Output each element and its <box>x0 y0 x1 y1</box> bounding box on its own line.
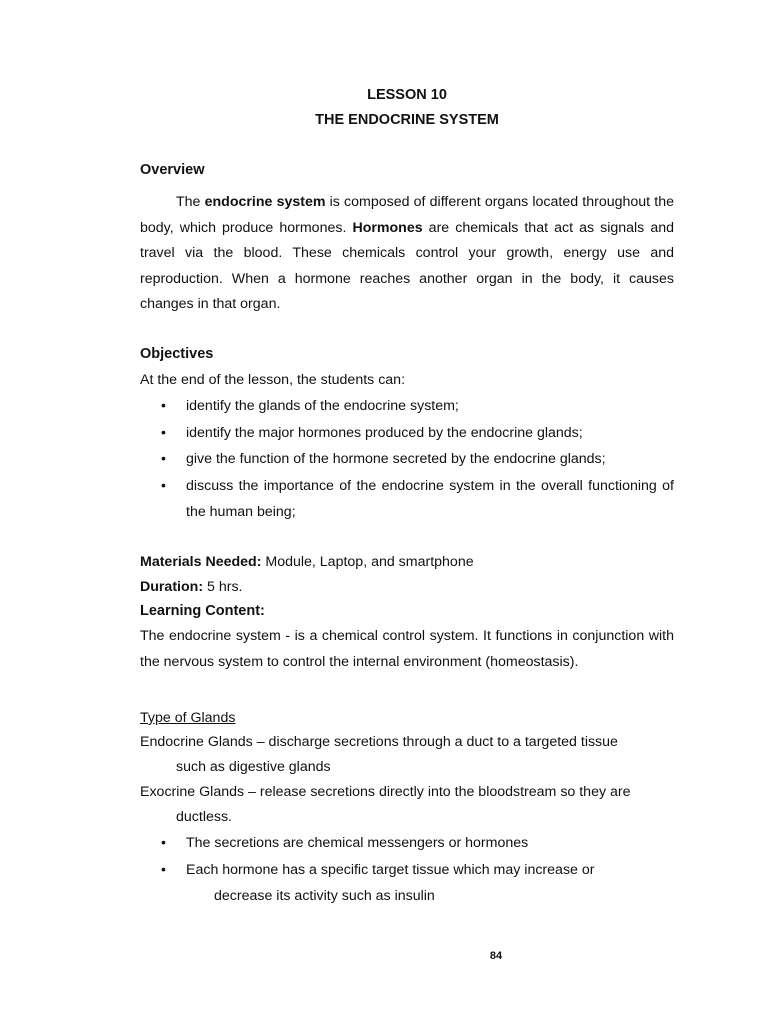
materials-line <box>140 552 474 572</box>
learning-content-paragraph: The endocrine system - is a chemical control system. It functions in conjunction with the nervous system to control the internal environment (homeostasis). <box>140 628 674 670</box>
list-item <box>140 473 674 526</box>
overview-intro: The <box>176 194 201 210</box>
bullet-icon: • <box>161 398 166 414</box>
duration-value: 5 hrs. <box>203 579 243 595</box>
materials-value: Module, Laptop, and smartphone <box>261 554 474 570</box>
endocrine-glands-definition <box>140 730 680 780</box>
exocrine-line-1: Exocrine Glands – release secretions directly into the bloodstream so they are <box>140 784 631 800</box>
duration-label: Duration: <box>140 579 204 595</box>
overview-paragraph <box>140 190 674 318</box>
objective-text: identify the glands of the endocrine system; <box>186 398 459 414</box>
page-number: 84 <box>489 950 503 962</box>
overview-text-2: are chemicals that act as signals and travel via the blood. These chemicals control your growth, energy use and reproduction. When a hormone reaches another organ in the body, it causes changes in that organ. <box>140 219 674 312</box>
bullet-icon: • <box>161 451 166 467</box>
list-item <box>140 393 674 420</box>
list-item <box>140 830 674 857</box>
glands-list <box>140 830 674 883</box>
endocrine-line-2: such as digestive glands <box>176 759 331 775</box>
exocrine-line-2: ductless. <box>176 809 232 825</box>
duration-line <box>140 577 243 597</box>
gland-bullet-text: Each hormone has a specific target tissue which may increase or <box>186 861 595 878</box>
endocrine-line-1: Endocrine Glands – discharge secretions through a duct to a targeted tissue <box>140 734 618 750</box>
objective-text: discuss the importance of the endocrine system in the overall functioning of the human being; <box>186 477 674 520</box>
term-endocrine-system: endocrine system <box>204 194 326 210</box>
objective-text: identify the major hormones produced by the endocrine glands; <box>186 424 583 441</box>
list-item <box>140 857 674 884</box>
bullet-icon: • <box>161 424 166 441</box>
gland-bullet-text: The secretions are chemical messengers or hormones <box>186 835 529 851</box>
bullet-icon: • <box>161 835 166 851</box>
list-item <box>140 446 674 473</box>
bullet-icon: • <box>161 861 166 878</box>
lesson-title: THE ENDOCRINE SYSTEM <box>315 112 499 128</box>
objectives-intro: At the end of the lesson, the students can: <box>140 372 406 388</box>
gland-bullet-continuation: decrease its activity such as insulin <box>214 888 435 904</box>
materials-label: Materials Needed: <box>140 554 262 570</box>
objectives-list <box>140 393 674 526</box>
objectives-heading: Objectives <box>140 346 214 362</box>
glands-heading: Type of Glands <box>140 710 236 726</box>
overview-text-1: is composed of different organs located throughout the body, which produce hormones. <box>140 194 674 236</box>
term-hormones: Hormones <box>352 219 423 236</box>
learning-content-heading: Learning Content: <box>140 603 265 619</box>
bullet-icon: • <box>161 477 166 494</box>
exocrine-glands-definition <box>140 780 680 830</box>
lesson-number: LESSON 10 <box>367 87 447 103</box>
overview-heading: Overview <box>140 162 205 178</box>
objective-text: give the function of the hormone secreted by the endocrine glands; <box>186 451 606 467</box>
list-item <box>140 420 674 447</box>
